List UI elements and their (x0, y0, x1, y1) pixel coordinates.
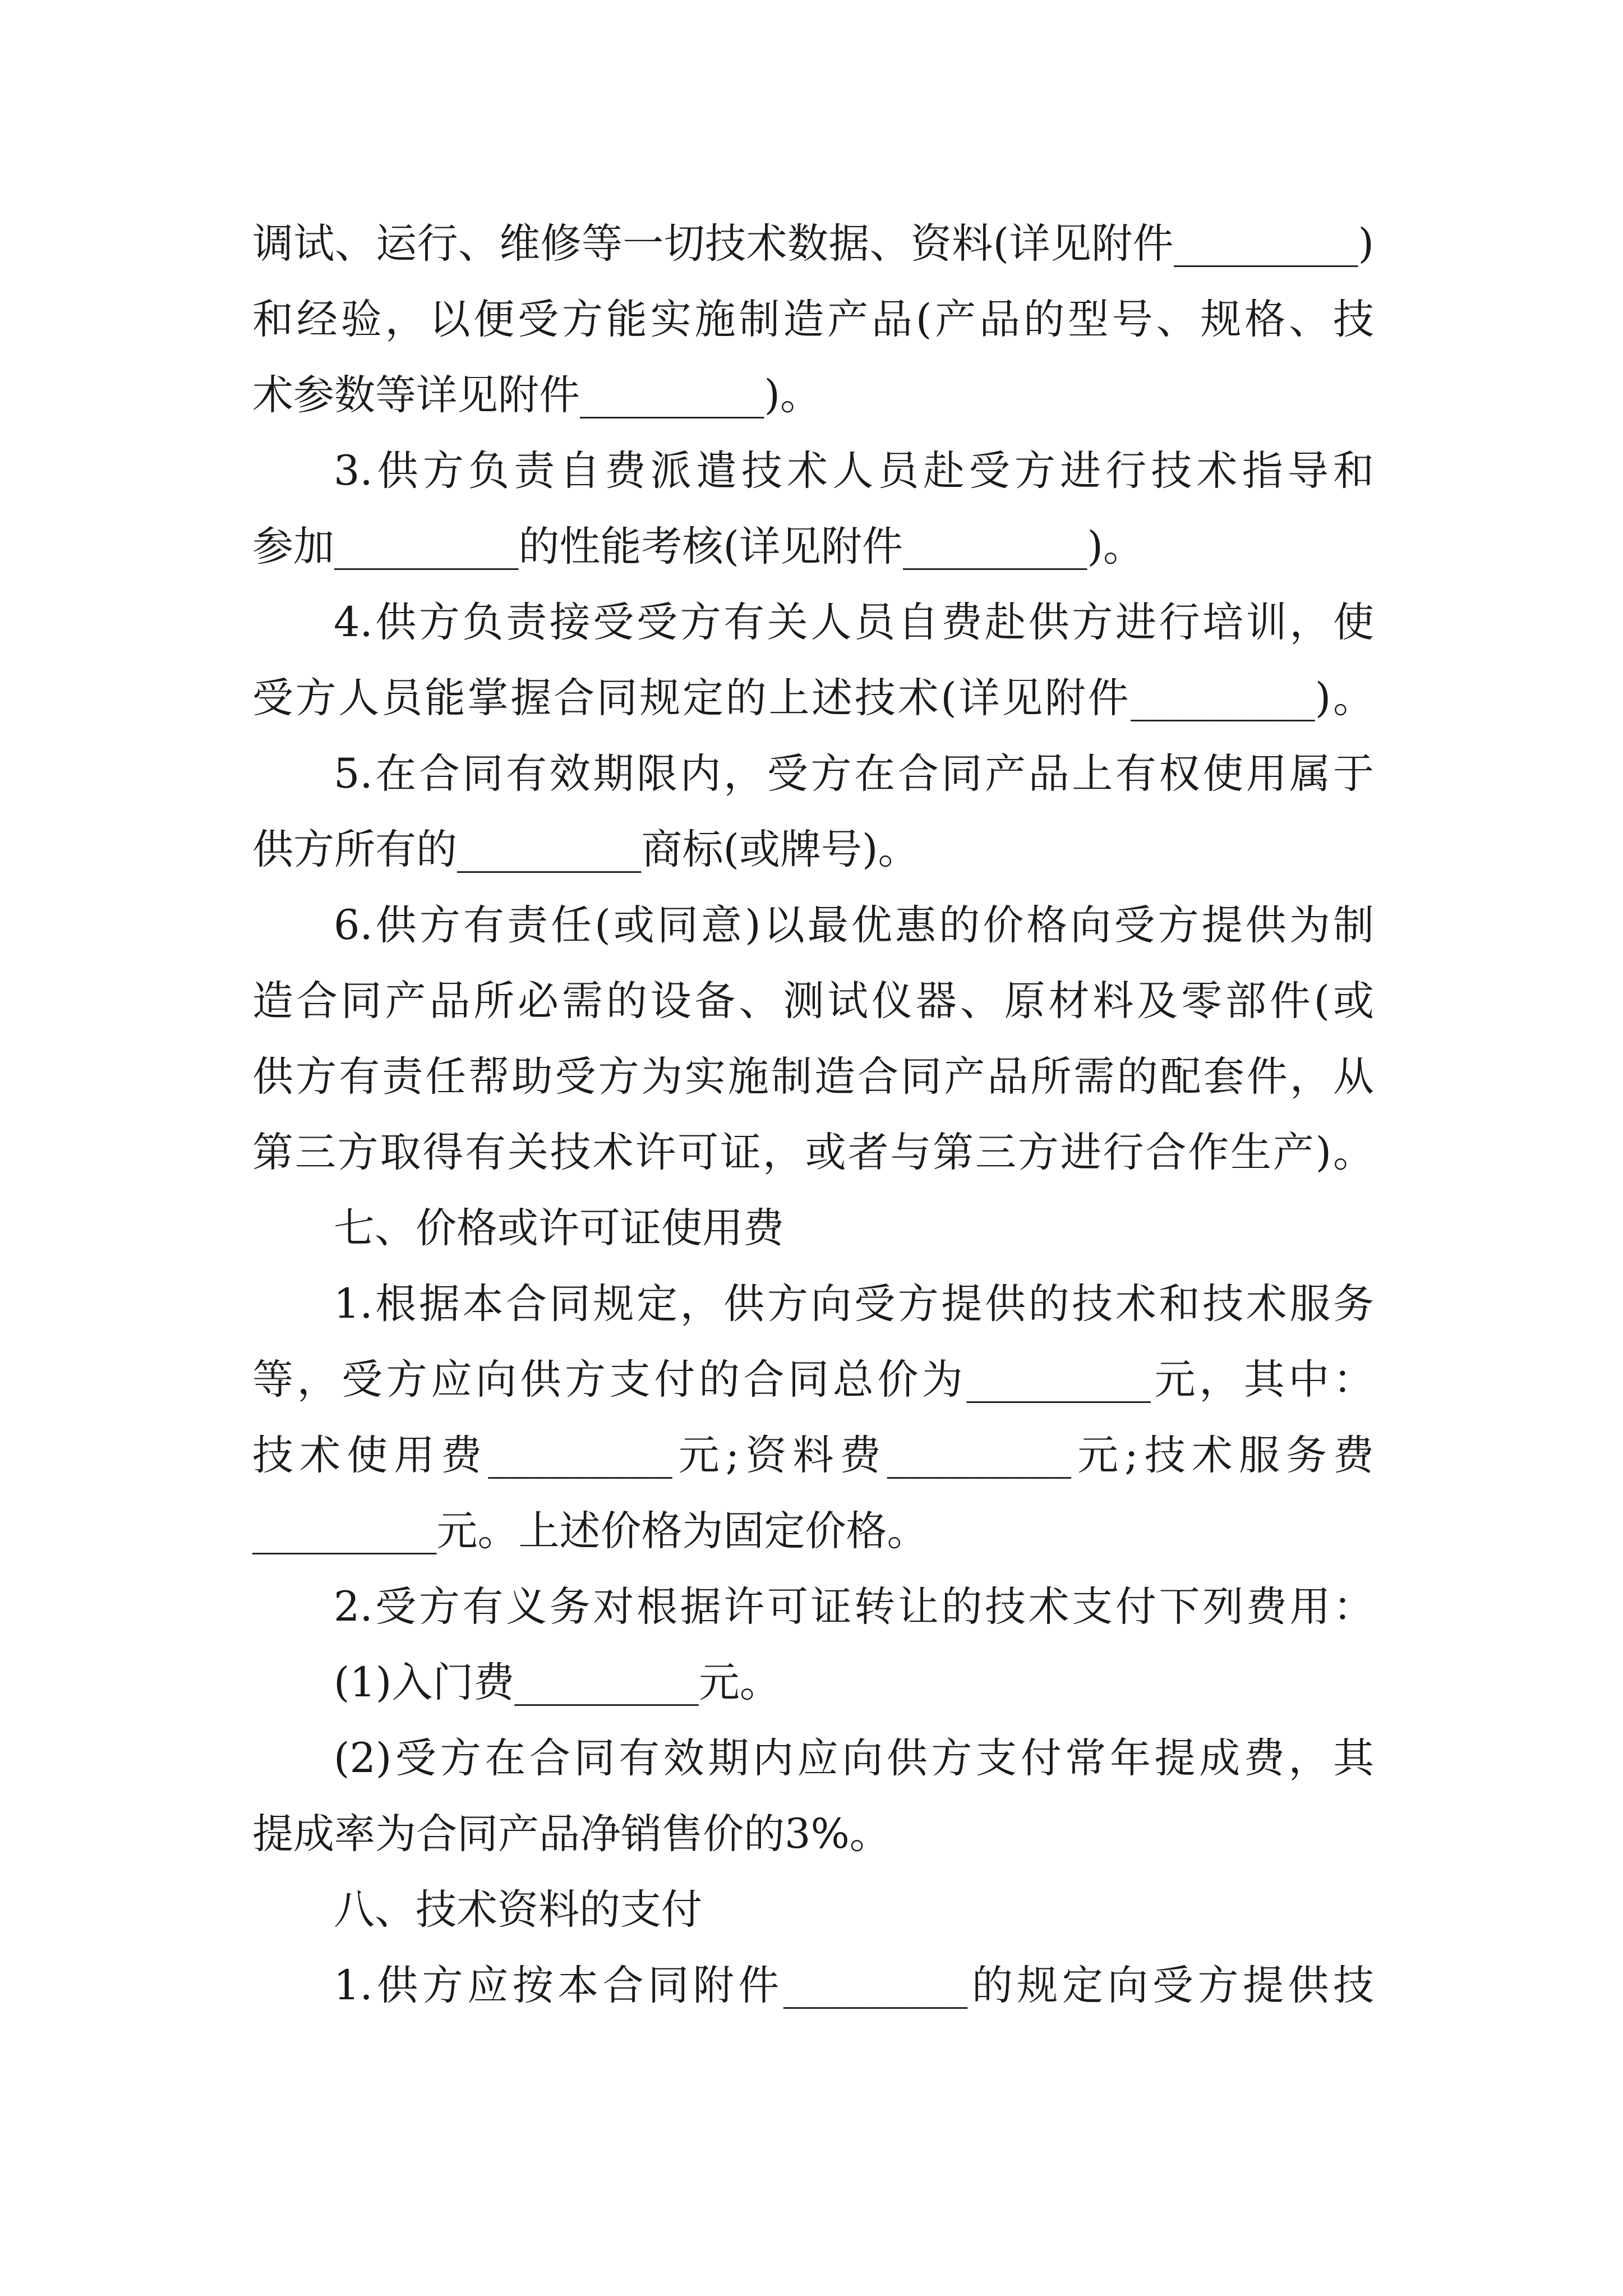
text-line: 6.供方有责任(或同意)以最优惠的价格向受方提供为制 (334, 901, 1374, 949)
text-line: 供方所有的_________商标(或牌号)。 (252, 826, 919, 873)
text-line: 4.供方负责接受受方有关人员自费赴供方进行培训，使 (334, 599, 1374, 646)
text-line: 1.根据本合同规定，供方向受方提供的技术和技术服务 (334, 1280, 1374, 1328)
text-line: 3.供方负责自费派遣技术人员赴受方进行技术指导和 (334, 447, 1374, 495)
text-line: 5.在合同有效期限内，受方在合同产品上有权使用属于 (334, 750, 1374, 798)
text-line: 供方有责任帮助受方为实施制造合同产品所需的配套件，从 (252, 1053, 1374, 1101)
text-line: 受方人员能掌握合同规定的上述技术(详见附件_________)。 (252, 674, 1374, 722)
text-line: 术参数等详见附件_________)。 (252, 371, 821, 419)
text-line: 和经验，以便受方能实施制造产品(产品的型号、规格、技 (252, 296, 1374, 343)
text-line: 2.受方有义务对根据许可证转让的技术支付下列费用： (334, 1583, 1374, 1631)
text-line: 技术使用费_________元;资料费_________元;技术服务费 (252, 1432, 1374, 1479)
text-line: 1.供方应按本合同附件_________的规定向受方提供技 (334, 1962, 1374, 2009)
section-heading: 七、价格或许可证使用费 (334, 1204, 784, 1252)
text-line: 参加_________的性能考核(详见附件_________)。 (252, 523, 1144, 570)
text-line: (2)受方在合同有效期内应向供方支付常年提成费，其 (334, 1734, 1374, 1782)
text-line: 第三方取得有关技术许可证，或者与第三方进行合作生产)。 (252, 1129, 1374, 1176)
text-line: 提成率为合同产品净销售价的3%。 (252, 1810, 891, 1858)
text-line: (1)入门费_________元。 (334, 1659, 781, 1706)
section-heading: 八、技术资料的支付 (334, 1886, 702, 1934)
text-line: 造合同产品所必需的设备、测试仪器、原材料及零部件(或 (252, 977, 1374, 1025)
text-line: 调试、运行、维修等一切技术数据、资料(详见附件_________) (252, 220, 1374, 268)
text-line: 等，受方应向供方支付的合同总价为_________元，其中： (252, 1356, 1374, 1404)
text-line: _________元。上述价格为固定价格。 (252, 1507, 928, 1555)
